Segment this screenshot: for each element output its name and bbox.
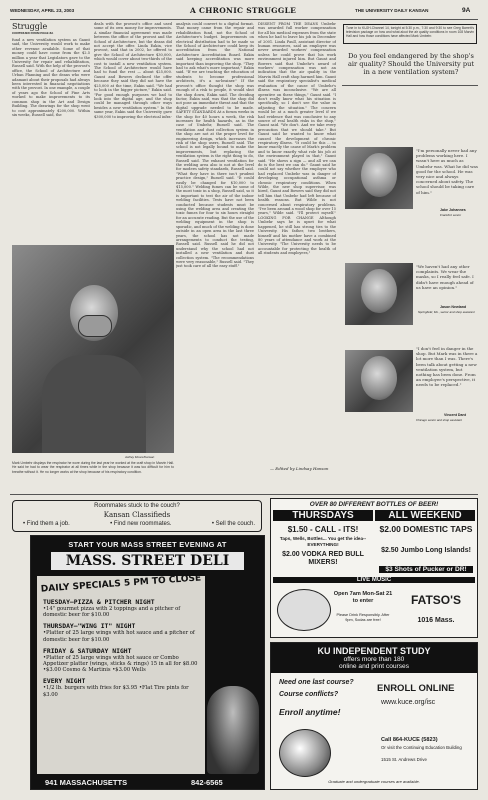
classifieds-bullets	[23, 521, 255, 527]
deli-item-2-day: THURSDAY–"WING IT" NIGHT	[43, 622, 136, 631]
poll-response-2	[416, 264, 478, 304]
body-col-1: fund a new ventilation system as Gaunt said, the University would work to make other revenue available. Some of that money could have come from the $2.5 million a year that Legislators gave to the University for repair and rehabilitation, Russell said. With the help of the provost's office, the School of Architecture and Urban Planning and the deans who were adamant about their proposals had always been interested in financial negotiations with the provost. In one example, a couple of years ago the School of Fine Arts worked to make improvements to its common shop in the Art and Design Building. The drawings for the shop went to cost approximately $200,000. Within six weeks, Russell said, the	[12, 38, 90, 117]
poll-quote-3: "I don't feel in danger in the shop. But Mark was in there a lot more than I was. There's been talk about getting a new ventilation system, but nothing has been done. From an employee's perspective, it needs to be replaced."	[416, 346, 478, 388]
bar-specials-ad	[270, 498, 478, 638]
poll-question: Do you feel endangered by the shop's air quality? Should the University put in a new ventilation system?	[348, 52, 474, 77]
bar-shots: $3 Shots of Pucker or DR!	[379, 566, 473, 573]
poll-photo-1	[345, 147, 413, 209]
editor-credit: — Edited by Lindsay Hanson	[270, 466, 329, 471]
ku-visit: Or visit the Continuing Education Building	[381, 745, 462, 750]
classifieds-ad	[12, 500, 262, 532]
poll-title-3: Chicago senior and shop assistant	[416, 418, 462, 422]
deli-illustration	[207, 686, 259, 774]
classifieds-bullet-1-text: Find them a job.	[26, 521, 70, 527]
photo-caption: Mark Umbehr displays the respirator he wore during the last year he worked at the craft shop in Marvin Hall. He said he had to wear the respirator at all times while in the shop because it was too difficult for him to breathe without it. He no longer works at the shop because of his respiratory condition.	[12, 461, 174, 474]
bar-logo-left	[277, 589, 331, 631]
header-date: WEDNESDAY, APRIL 23, 2003	[10, 8, 75, 13]
ku-enroll-anytime: Enroll anytime!	[279, 707, 341, 717]
article-kicker	[12, 22, 53, 35]
poll-photo-2	[345, 263, 413, 325]
deli-item-4-day: EVERY NIGHT	[43, 677, 86, 686]
poll-rule	[342, 85, 478, 86]
kicker-continued: CONTINUED FROM PAGE 8A	[12, 31, 54, 35]
ku-sub2: online and print courses	[338, 663, 409, 670]
classifieds-subtitle: Kansan Classifieds	[103, 511, 171, 519]
ku-title: KU INDEPENDENT STUDY	[317, 646, 431, 656]
poll-name-2: Jason Newland	[440, 305, 467, 309]
poll-title-1: Frankfort senior	[440, 213, 462, 217]
poll-face-2	[361, 269, 397, 313]
classifieds-bullet-3: • Sell the couch.	[211, 521, 255, 527]
deli-specials-title: DAILY SPECIALS 5 PM TO CLOSE	[40, 573, 202, 595]
deli-item-1	[43, 598, 201, 618]
deli-item-3	[43, 647, 201, 674]
poll-quote-1: "I'm personally never had any problems working here. I wasn't here as much as Umbehr was. What he did was good for the school. He was very nice and always concerned about safety. The school should be taking care of him."	[416, 148, 478, 195]
bar-hours: Open 7am Mon-Sat 21 to enter	[333, 591, 393, 604]
respirator-photo	[12, 245, 174, 453]
deli-item-4-desc: •1/2 lb. burgers with fries for $3.95 •Flat Tire pints for $3.00	[43, 685, 189, 698]
ku-header-band	[271, 643, 477, 673]
bar-drink-note: Please Drink Responsibly. After 9pm, Sodas are free!	[336, 613, 390, 622]
bar-top-line: OVER 80 DIFFERENT BOTTLES OF BEER!	[309, 501, 439, 508]
classifieds-title: Roommates stuck to the couch?	[94, 503, 180, 509]
header-page: 9A	[462, 7, 471, 14]
ku-sub1: offers more than 180	[343, 656, 405, 663]
body-col-4: DISSENT FROM THE DEANS Umbehr was awarded full worker compensation for all his medical expenses from the state when he had to leave his job in December of 2001. Linda Paull, assistant director of human resources, said an employee was never awarded workers' compensation unless he could prove that his work environment injured him. But Gaunt and Bowers said that Umbehr's award of workers' compensation was not an indication that the air quality in the Marvin Hall craft shop harmed him. Gaunt said the respiratory specialist's medical evaluation of the cause of Umbehr's illness was inconclusive. "We are all operative on these things," Gaunt said. "I don't really know what his situation is specifically, so I don't see the value in adjusting the situation." The concern would be at a much greater level if we had evidence that was conclusive to any source of real health risks in the shop," Gaunt said. "We don't. And we take every precaution that we should take." But Gaunt said he wanted to know what caused the development of chronic respiratory illness. "It could be this ... to know exactly the cause of Mark's problem and to know exactly what role his job at the environment played in that," Gaunt said. "He shows a sign — and all we can do is the best we can do." Gaunt said he could not say whether the employer who had replaced Umbehr was in danger of developing occupational asthma or chronic respiratory conditions. When Wilde, the new shop supervisor, was hired, Gaunt and Bowers said they did not tell him that Umbehr had left because of health reasons. But Wilde is not concerned about respiratory problems. "I've been around a wood shop for over 15 years," Wilde said. "I'll protect myself." LOOKING FOR CHANGE Although Umbehr says he is upset for what happened, he still has strong ties to the University. His father, two brothers, himself and his mother have a combined 80 years of attendance and work at the University. "The University needs to be accountable for protecting the health of all students and employees,"	[258, 22, 336, 256]
deli-banner: START YOUR MASS STREET EVENING AT	[68, 540, 227, 549]
classifieds-bullet-2: • Find new roommates.	[110, 521, 172, 527]
bar-taps-text: Taps, Wells, Bottles... You get the idea-- EVERYTHING!	[279, 536, 367, 547]
body-col-3: analysis could convert to a digital format. That money came from the repair and rehabilitation fund, not the School of Architecture's budget. Improvements on electrical distribution had to be made so the School of Architecture could keep its accreditation from the National Architecture Accreditation Board. Eakin said keeping accreditation was more important than improving the shop. "They had to ask what's more important," Eakin said. "If we are teaching the education of students to become professional architects, it's a no-brainer." If the provost's office thought the shop was enough of a risk to people, it would shut the shop down, Eakin said. The deciding factor, Eakin said, was that the shop did not pose an immediate threat and that the digital upgrade needed to be made. SAFETY STANDARDS At a forum weeks in the shop for 40 hours a week, the risk increases for health hazards, as in the case of Umbehr, Russell said. The ventilation and dust collection system in the shop are not at the proper level for engineering design, which increases the risk of the shop users, Russell said. The school is not legally bound to make the improvements, but replacing the ventilation system is the right thing to do, Russell said. The exhaust ventilation for the welding area also is not at the level for modern safety standards, Russell said. "What they have in there isn't prudent practice design," Russell said. "It could easily be changed for $10,000 to $15,000." Welding fumes can be some of the most toxic in a shop, Russell said, so it is important to test the air of the indoor welding facilities. Tests have not been conducted because students must be using the welding area and creating the toxic fumes for four to six hours straight for an accurate reading. But the use of the welding equipment in the shop is sporadic, and much of the welding is done outside in an open area in the last three years, the school has not made arrangements to conduct the testing, Russell said. Russell said he did not understand why the school had not installed a new ventilation and dust collection system. "The recommendations were very reasonable," Russell said. "They just took care of all the easy stuff."	[176, 22, 254, 269]
ku-jayhawk-icon	[279, 729, 331, 777]
ku-enroll-online: ENROLL ONLINE	[377, 683, 455, 694]
ku-url[interactable]: www.kuce.org/isc	[381, 699, 436, 706]
deli-specials-panel	[37, 573, 205, 774]
photo-credit: Ashley Moore/Kansan	[125, 455, 155, 459]
deli-address: 941 MASSACHUSETTS	[45, 778, 128, 787]
bar-day-weekend: ALL WEEKEND	[375, 510, 475, 521]
mass-street-deli-ad	[30, 535, 265, 790]
ku-phone: Call 864-KUCE (5823)	[381, 737, 438, 743]
deli-name: MASS. STREET DELI	[51, 552, 244, 570]
classifieds-bullet-1: • Find them a job.	[23, 521, 70, 527]
poll-face-3	[361, 356, 397, 400]
body-col-2: deals with the provost's office and used some of its own money for improvements. A similar financial agreement was made between the office of the provost and the School of Architecture, but the deans did not accept the offer. Linda Eakin, vice provost, said that in 2002, he offered to give the School of Architecture $30,000, which would cover about two-thirds of the cost to install a new ventilation system. The School of Architecture would have had to fund the rest — about $25,000. Gaunt and Bowers declined the offer because they said they did not have the $25,000 at the time, Eakin said. "We had to look in the bigger picture," Eakin said. "For good enough purposes we had to look into the digital age, and the shop could be managed through other ways besides a new ventilation system." In the same year, Eakin said the University gave $300,000 to improving the electrical infra-	[94, 22, 172, 119]
poll-name-1: Jake Johannes	[440, 208, 466, 212]
classifieds-bullet-2-text: Find new roommates.	[113, 521, 172, 527]
bar-live-music: LIVE MUSIC	[273, 577, 475, 583]
deli-item-1-day: TUESDAY–PIZZA & PITCHER NIGHT	[43, 598, 155, 606]
bar-address: 1016 Mass.	[417, 617, 455, 624]
deli-item-3-desc: •Platter of 25 large wings with hot sauce or Combo Appetizer platter (wings, sticks & rings) 15 in all for $8.00 •$3.00 Cosmo & Martinis •$3.00 Wells	[43, 654, 198, 674]
deli-phone: 842-6565	[191, 778, 223, 787]
deli-item-3-day: FRIDAY & SATURDAY NIGHT	[43, 646, 132, 655]
ku-independent-study-ad	[270, 642, 478, 790]
header-paper: THE UNIVERSITY DAILY KANSAN	[355, 8, 429, 13]
photo-body	[42, 355, 146, 453]
deli-item-1-desc: •14" gourmet pizza with 2 toppings and a pitcher of domestic beer for $10.00	[43, 606, 181, 619]
header-section: A CHRONIC STRUGGLE	[190, 6, 297, 15]
ku-conflicts: Course conflicts?	[279, 691, 339, 698]
poll-response-3	[416, 346, 478, 414]
deli-item-4	[43, 677, 201, 697]
bar-call-its: $1.50 - CALL - ITS!	[287, 525, 359, 534]
deli-item-2	[43, 622, 201, 642]
poll-face-1	[361, 153, 397, 197]
bar-domestic: $2.00 DOMESTIC TAPS	[379, 524, 473, 534]
tv-info-box	[343, 24, 477, 44]
classifieds-bullet-3-text: Sell the couch.	[215, 521, 255, 527]
deli-item-2-desc: •Platter of 25 large wings with hot sauce and a pitcher of domestic beer for $10.00	[43, 630, 195, 643]
bar-venue: FATSO'S	[411, 593, 461, 607]
bar-longisland: $2.50 Jumbo Long Islands!	[381, 547, 471, 554]
poll-photo-3	[345, 350, 413, 412]
tv-info-text: Tune in to KUJH-Channel 14, tonight at 5:30 p.m., 7:30 and 9:30 to see Greg Barrett's television package on how and what alout the air quality conditions in room 108 Marvin Hall and how those conditions have affected Mark Umbehr.	[346, 26, 474, 38]
bar-vodka: $2.00 VODKA RED BULL MIXERS!	[282, 551, 364, 566]
header-rule	[10, 19, 478, 20]
poll-name-3: Vincent Dant	[444, 413, 466, 417]
ku-street: 1515 St. Andrews Drive	[381, 757, 427, 762]
ku-question: Need one last course?	[279, 679, 354, 686]
ads-rule	[10, 494, 478, 495]
deli-items	[43, 598, 201, 698]
respirator-mask	[78, 315, 112, 337]
ku-footer: Graduate and undergraduate courses are available.	[328, 779, 420, 784]
poll-title-2: Springfield, Mo., senior and shop assistant	[418, 310, 475, 314]
bar-day-thursdays: THURSDAYS	[273, 510, 373, 521]
poll-quote-2: "We haven't had any other complaints. We wear the masks, so I really feel safe. I didn't have enough ahead of us have an opinion."	[416, 264, 474, 290]
page-header	[10, 6, 478, 18]
poll-response-1	[416, 148, 478, 206]
kicker-title: Struggle	[12, 22, 48, 31]
